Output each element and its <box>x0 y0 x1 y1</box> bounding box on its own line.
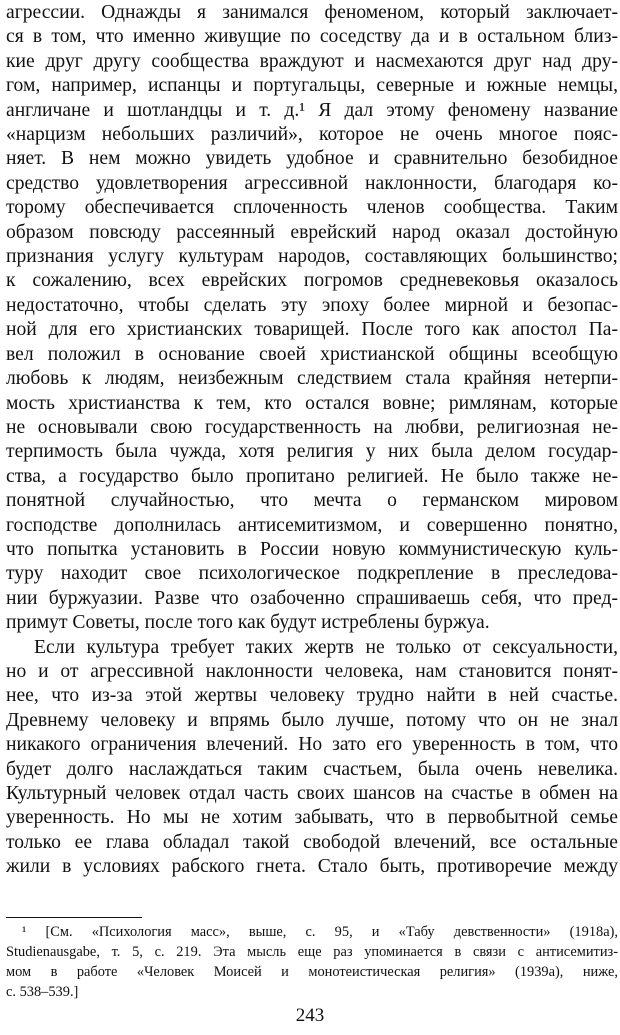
text-line: уверенность. Но мы не хотим забывать, что в первобытной семье <box>6 807 618 829</box>
text-line: не основывали свою государственность на любви, религиозная не- <box>6 416 618 438</box>
text-line: «нарцизм небольших различий», которое не очень многое пояс- <box>6 124 618 146</box>
page-number: 243 <box>295 1005 325 1026</box>
text-line: нее, что из-за этой жертвы человеку трудно найти в ней счастье. <box>6 685 618 707</box>
text-line: только ее глава обладал такой свободой влечений, все остальные <box>6 831 618 853</box>
text-line: Древнему человеку и впрямь было лучше, потому что он не знал <box>6 709 618 731</box>
text-line: к сожалению, всех еврейских погромов средневековья оказалось <box>6 270 618 292</box>
text-line: понятной случайностью, что мечта о германском мировом <box>6 490 618 512</box>
footnote-line: ¹ [См. «Психология масс», выше, с. 95, и «Табу девственности» (1918a), <box>22 924 618 940</box>
text-line: вел положил в основание своей христианской общины всеобщую <box>6 343 618 365</box>
text-line: торому обеспечивается сплоченность членов сообщества. Таким <box>6 197 618 219</box>
text-line: ства, а государство было пропитано религией. Не было также не- <box>6 465 618 487</box>
text-line: нии буржуазии. Разве что озабоченно спрашиваешь себя, что пред- <box>6 587 618 609</box>
footnote-line: мом в работе «Человек Моисей и монотеистическая религия» (1939a), ниже, <box>6 964 618 980</box>
text-line: будет долго наслаждаться таким счастьем, была очень невелика. <box>6 758 618 780</box>
paragraph-first-line: Если культура требует таких жертв не только от сексуальности, <box>34 636 618 658</box>
body-text <box>6 1 618 880</box>
text-line: признания услугу культурам народов, составляющих большинство; <box>6 246 618 268</box>
text-line: но и от агрессивной наклонности человека, нам становится понят- <box>6 660 618 682</box>
footnote-line: с. 538–539.] <box>6 984 79 1000</box>
text-line: никакого ограничения влечений. Но зато его уверенность в том, что <box>6 734 618 756</box>
text-line: туру находит свое психологическое подкрепление в преследова- <box>6 563 618 585</box>
text-line: кие друг другу сообщества враждуют и насмехаются друг над дру- <box>6 50 618 72</box>
text-line: Культурный человек отдал часть своих шансов на счастье в обмен на <box>6 783 618 804</box>
footnote-divider <box>6 917 142 918</box>
text-line: гом, например, испанцы и португальцы, северные и южные немцы, <box>6 75 618 97</box>
text-line: англичане и шотландцы и т. д.¹ Я дал этому феномену название <box>6 99 618 121</box>
text-line: средство удовлетворения агрессивной наклонности, благодаря ко- <box>6 172 618 194</box>
text-line: образом повсюду рассеянный еврейский народ оказал достойную <box>6 221 618 243</box>
text-line: ной для его христианских товарищей. После того как апостол Па- <box>6 319 618 341</box>
text-line: недостаточно, чтобы сделать эту эпоху более мирной и безопас- <box>6 294 618 316</box>
footnotes <box>6 922 618 1002</box>
text-line: что попытка установить в России новую коммунистическую куль- <box>6 538 618 560</box>
text-line: жили в условиях рабского гнета. Стало быть, противоречие между <box>6 856 618 878</box>
text-line: няет. В нем можно увидеть удобное и сравнительно безобидное <box>6 148 618 170</box>
text-line: любовь к людям, неизбежным следствием стала крайняя нетерпи- <box>6 368 618 390</box>
text-line: примут Советы, после того как будут истреблены буржуа. <box>6 612 490 634</box>
text-line: терпимость была чужда, хотя религия у них была делом государ- <box>6 441 618 463</box>
text-line: господстве дополнилась антисемитизмом, и совершенно понятно, <box>6 514 618 536</box>
footnote-line: Studienausgabe, т. 5, с. 219. Эта мысль еще раз упоминается в связи с антисемитиз- <box>6 944 618 960</box>
text-line: агрессии. Однажды я занимался феноменом, который заключает- <box>6 2 618 23</box>
text-line: мость христианства к тем, кто остался вовне; римлянам, которые <box>6 392 618 414</box>
text-line: ся в том, что именно живущие по соседству да и в остальном близ- <box>6 26 618 48</box>
